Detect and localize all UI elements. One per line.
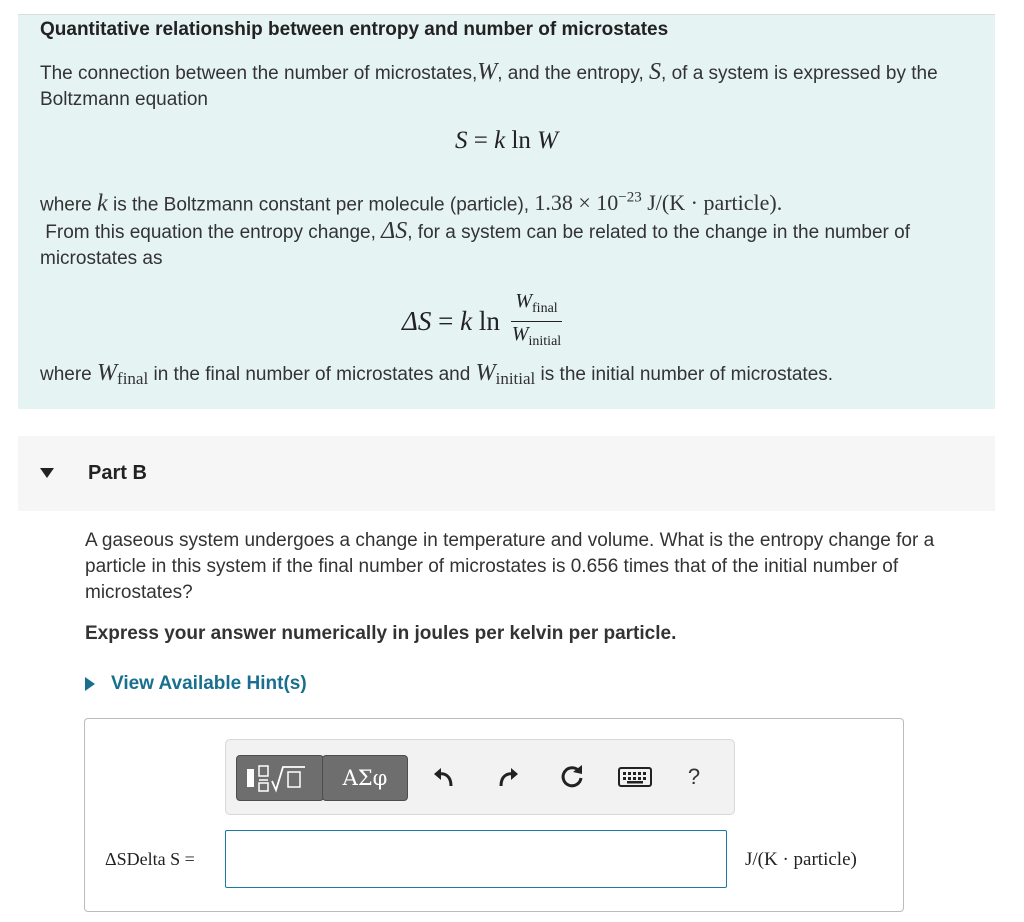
intro-paragraph-3	[40, 360, 980, 392]
p2-text-c: From this equation the entropy change,	[40, 222, 376, 244]
expand-triangle-icon	[85, 677, 95, 691]
p2-text-d: , for a system can be related to the change in the number of microstates as	[40, 222, 910, 270]
boltzmann-constant	[534, 190, 782, 215]
collapse-triangle-icon[interactable]	[40, 468, 54, 478]
constant-unit: J/(K · particle).	[641, 190, 783, 216]
answer-unit: J/(K · particle)	[745, 849, 857, 870]
answer-label: ΔSDelta S =	[105, 849, 195, 869]
view-hints-link[interactable]	[85, 673, 307, 695]
answer-box	[84, 718, 904, 912]
part-b-header[interactable]	[18, 436, 995, 511]
p2-var-ds: ΔS	[381, 218, 408, 245]
intro-paragraph-2	[40, 185, 980, 272]
help-icon: ?	[687, 764, 701, 789]
p3-sub-final: final	[117, 369, 149, 388]
p2-var-k: k	[97, 190, 108, 217]
question-text: A gaseous system undergoes a change in temperature and volume. What is the entropy change for a particle in this system if the final number of microstates is 0.656 times that of the initial number of microstates?	[85, 530, 935, 603]
undo-button[interactable]	[426, 755, 462, 799]
p3-var-w-final: W	[97, 360, 118, 386]
num-sub: final	[532, 301, 558, 316]
redo-icon	[495, 764, 521, 790]
eq1-lhs: S	[455, 127, 468, 154]
keyboard-button[interactable]	[614, 755, 656, 799]
p1-var-w: W	[477, 59, 498, 85]
part-title: Part B	[88, 462, 147, 484]
p1-text-b: , and the entropy,	[497, 63, 644, 84]
intro-title: Quantitative relationship between entropy and number of microstates	[40, 19, 669, 40]
boltzmann-equation	[18, 127, 995, 155]
eq2-equals: =	[431, 306, 461, 336]
answer-instruction: Express your answer numerically in joules per kelvin per particle.	[85, 623, 677, 644]
ratio-denominator	[508, 322, 565, 353]
templates-icon	[245, 763, 315, 793]
eq1-equals: =	[467, 127, 495, 154]
ratio-numerator	[511, 290, 561, 322]
reset-button[interactable]	[554, 755, 590, 799]
math-toolbar	[225, 739, 735, 815]
undo-icon	[431, 764, 457, 790]
eq2-ln: ln	[472, 306, 500, 336]
help-button[interactable]	[676, 755, 712, 799]
greek-symbols-button[interactable]: ΑΣφ	[322, 755, 408, 801]
answer-input[interactable]	[225, 830, 727, 888]
intro-panel	[18, 14, 995, 409]
p3-text-b: in the final number of microstates and	[153, 364, 471, 385]
keyboard-icon	[618, 766, 652, 788]
p3-var-w-initial: W	[475, 360, 496, 386]
p2-text-b: is the Boltzmann constant per molecule (particle),	[112, 194, 530, 216]
p1-text-c: , of a system is expressed by the Boltzmann equation	[40, 63, 938, 110]
den-w: W	[511, 323, 529, 345]
constant-mantissa: 1.38 × 10	[534, 190, 619, 216]
redo-button[interactable]	[490, 755, 526, 799]
p1-var-s: S	[649, 59, 662, 85]
p3-sub-initial: initial	[495, 369, 536, 388]
view-hints-label[interactable]: View Available Hint(s)	[111, 673, 307, 694]
p3-text-a: where	[40, 364, 92, 385]
entropy-change-equation	[402, 290, 565, 353]
den-sub: initial	[528, 334, 562, 349]
constant-exponent: −23	[618, 190, 642, 206]
eq1-w: W	[537, 127, 558, 154]
p1-text-a: The connection between the number of microstates,	[40, 63, 478, 84]
eq1-ln: ln	[505, 127, 538, 154]
p3-text-c: is the initial number of microstates.	[540, 364, 834, 385]
microstate-ratio	[508, 290, 565, 353]
p2-text-a: where	[40, 194, 92, 216]
intro-paragraph-1	[40, 59, 940, 113]
reset-icon	[558, 763, 586, 791]
eq2-lhs: ΔS	[402, 306, 432, 336]
eq1-k: k	[494, 127, 506, 154]
eq2-k: k	[460, 306, 473, 336]
num-w: W	[515, 290, 533, 312]
templates-button[interactable]	[236, 755, 324, 801]
